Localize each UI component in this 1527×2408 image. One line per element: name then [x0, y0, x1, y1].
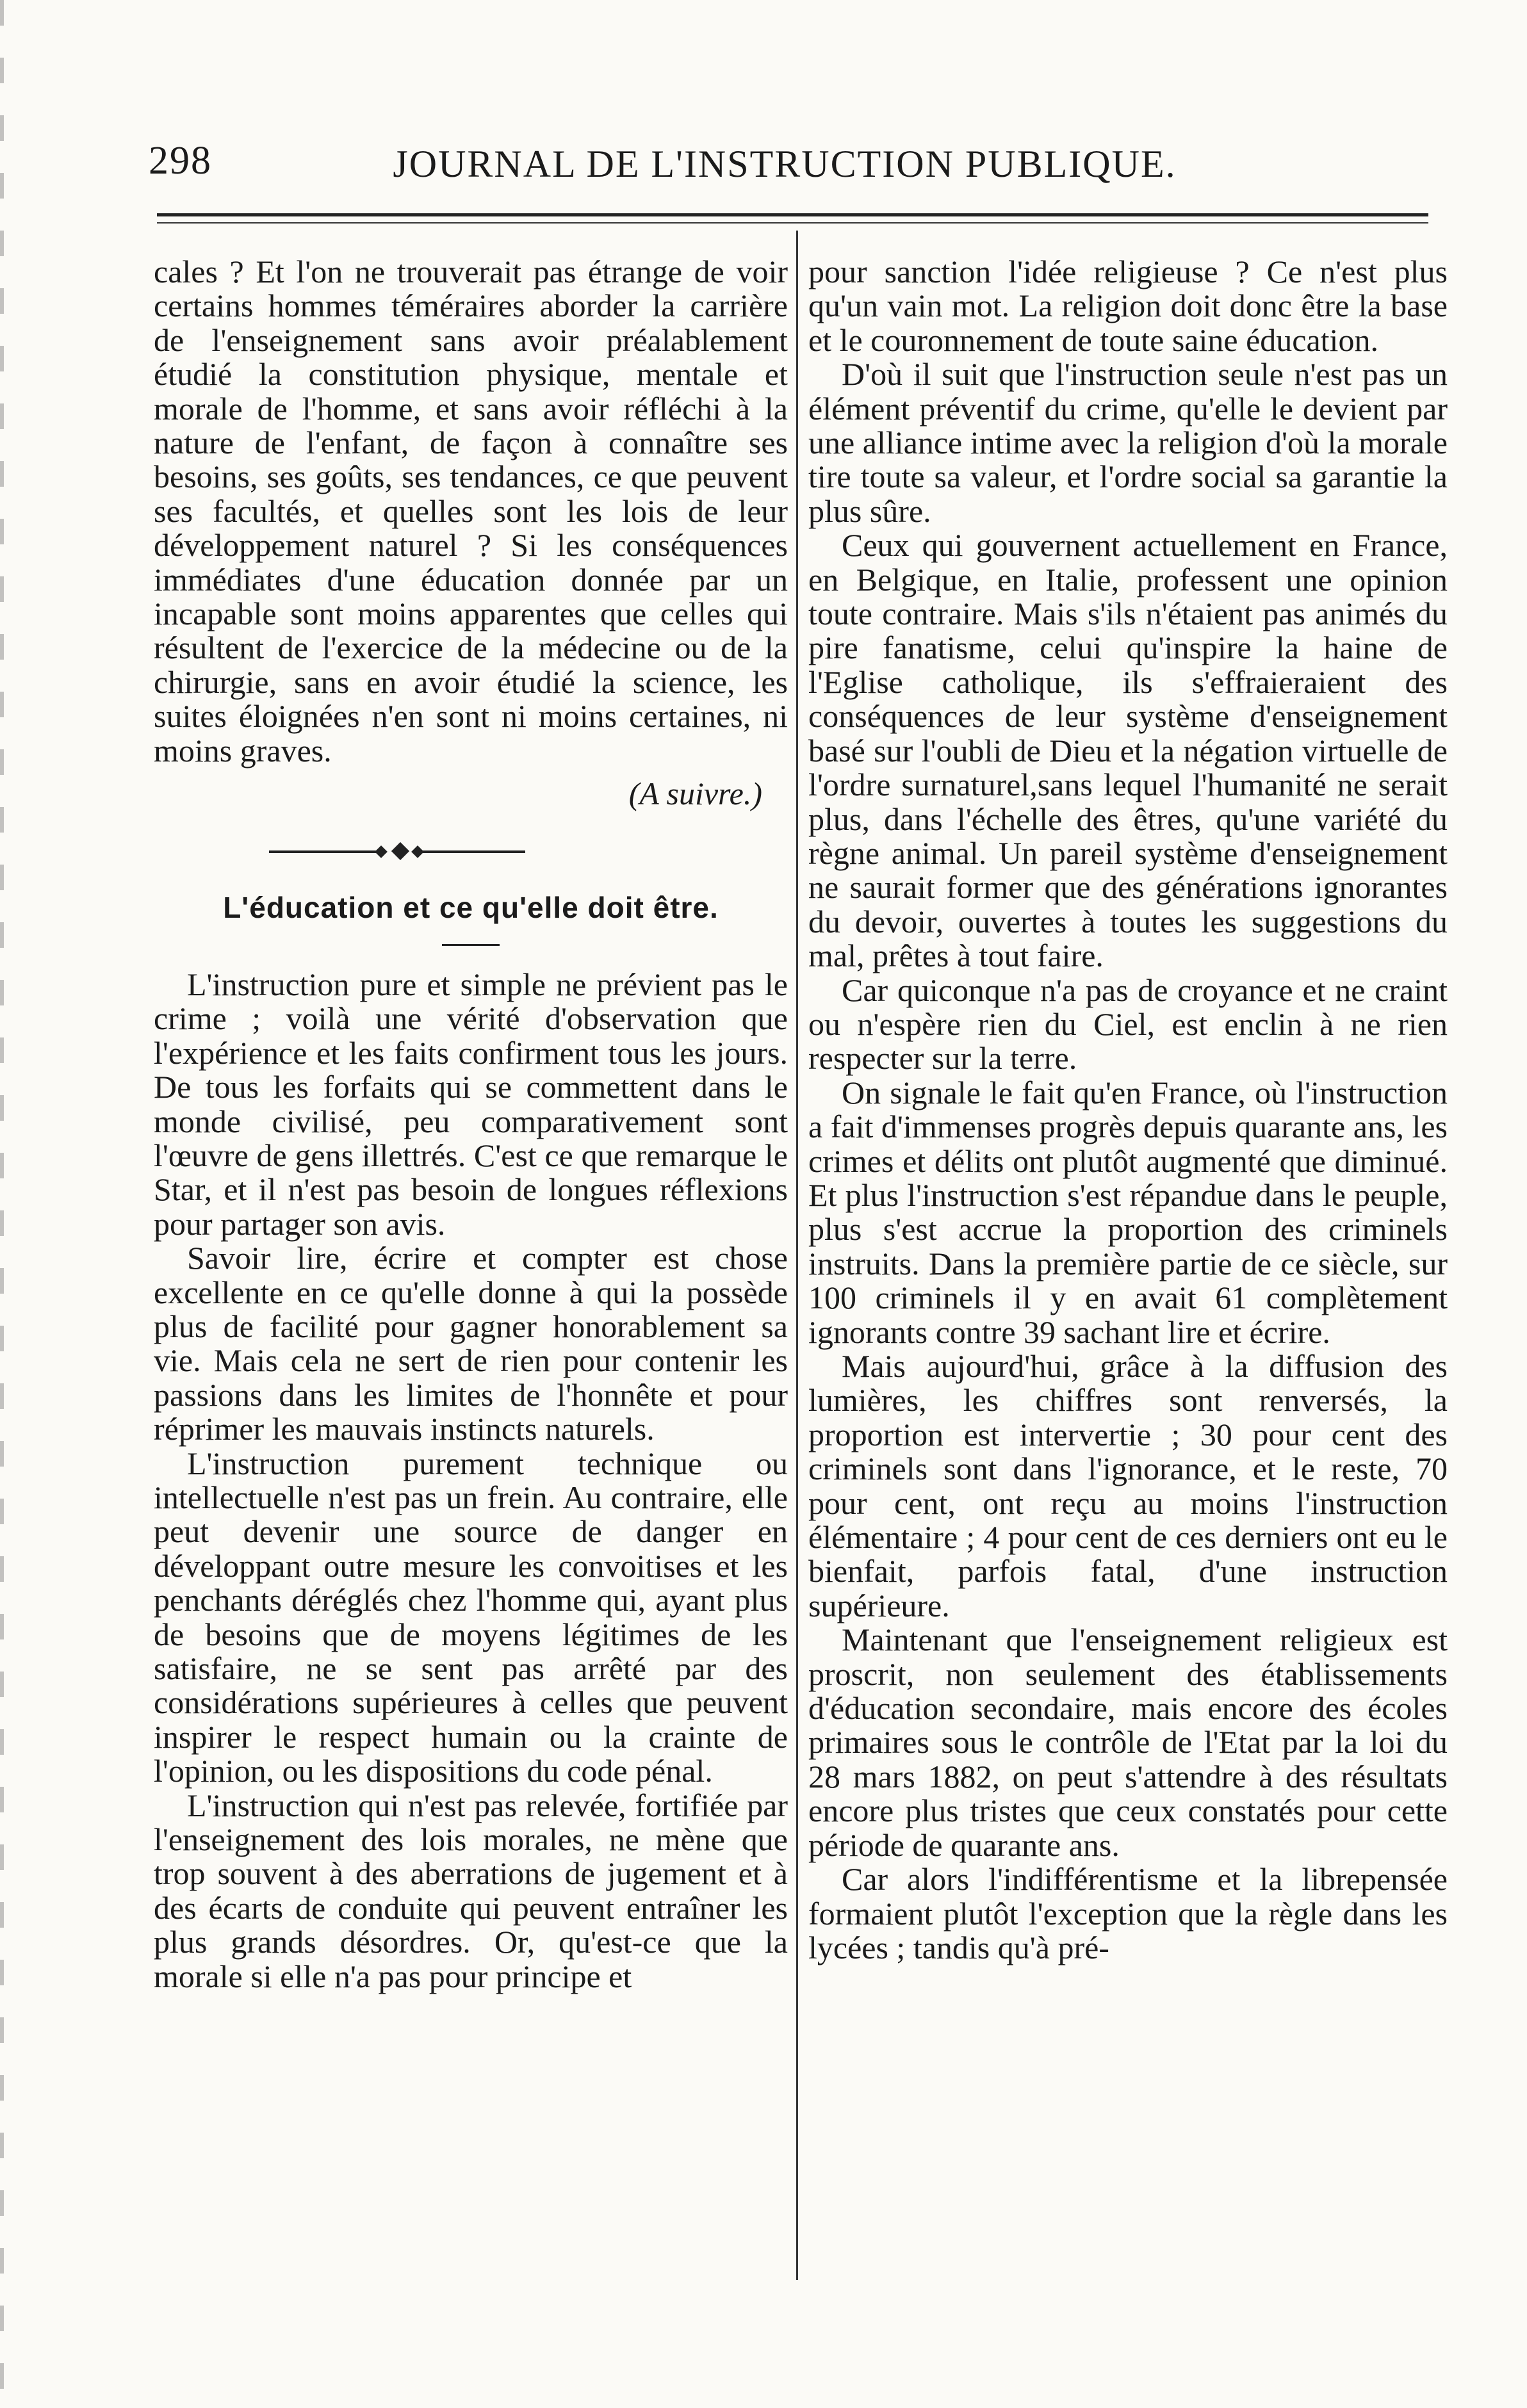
right-column [808, 255, 1448, 1965]
title-rule [442, 944, 500, 946]
a-suivre-note: (A suivre.) [628, 776, 762, 812]
header-rule-thick [157, 213, 1428, 216]
continued-paragraph: pour sanction l'idée religieuse ? Ce n'est plus qu'un vain mot. La religion doit donc être la base et le couronnement de toute saine éducation. [808, 254, 1448, 358]
section-title: L'éducation et ce qu'elle doit être. [223, 890, 719, 924]
left-column [154, 255, 788, 1994]
paragraph: Ceux qui gouvernent actuellement en France, en Belgique, en Italie, professent une opinion toute contraire. Mais s'ils n'étaient pas animés du pire fanatisme, celui qu'inspire la haine de l'Eglise catholique, ils s'effraieraient des conséquences de leur système d'enseignement basé sur l'oubli de Dieu et la négation virtuelle de l'ordre surnaturel,sans lequel l'humanité ne serait plus, dans l'échelle des êtres, qu'une variété du règne animal. Un pareil système d'enseignement ne saurait former que des générations ignorantes du devoir, ouvertes à toutes les suggestions du mal, prêtes à tout faire. [808, 527, 1448, 974]
paragraph: Savoir lire, écrire et compter est chose excellente en ce qu'elle donne à qui la possède plus de facilité pour gagner honorablement sa vie. Mais cela ne sert de rien pour contenir les passions dans les limites de l'honnête et pour réprimer les mauvais instincts naturels. [154, 1240, 788, 1447]
header-rule-thin [157, 222, 1428, 224]
paragraph: On signale le fait qu'en France, où l'instruction a fait d'immenses progrès depuis quarante ans, les crimes et délits ont plutôt augmenté que diminué. Et plus l'instruction s'est répandue dans le peuple, plus s'est accrue la proportion des criminels instruits. Dans la première partie de ce siècle, sur 100 criminels il y en avait 61 complètement ignorants contre 39 sachant lire et écrire. [808, 1074, 1448, 1350]
paragraph: L'instruction purement technique ou intellectuelle n'est pas un frein. Au contraire, elle peut devenir une source de danger en développant outre mesure les convoitises et les penchants déréglés chez l'homme qui, ayant plus de besoins que de moyens légitimes de les satisfaire, ne se sent pas arrêté par des considérations supérieures à celles que peuvent inspirer le respect humain ou la crainte de l'opinion, ou les dispositions du code pénal. [154, 1445, 788, 1789]
paragraph: D'où il suit que l'instruction seule n'est pas un élément préventif du crime, qu'elle le devient par une alliance intime avec la religion d'où la morale tire toute sa valeur, et l'ordre social sa garantie la plus sûre. [808, 356, 1448, 529]
running-title: JOURNAL DE L'INSTRUCTION PUBLIQUE. [393, 143, 1177, 185]
paragraph: Car quiconque n'a pas de croyance et ne craint ou n'espère rien du Ciel, est enclin à ne rien respecter sur la terre. [808, 972, 1448, 1077]
page-edge-marks [0, 0, 4, 2408]
page-number: 298 [149, 139, 212, 183]
paragraph: Mais aujourd'hui, grâce à la diffusion des lumières, les chiffres sont renversés, la proportion est intervertie ; 30 pour cent des criminels sont dans l'ignorance, et le reste, 70 pour cent, ont reçu au moins l'instruction élémentaire ; 4 pour cent de ces derniers ont eu le bienfait, parfois fatal, d'une instruction supérieure. [808, 1348, 1448, 1623]
section-ornament [269, 842, 525, 861]
column-divider [796, 231, 798, 2280]
paragraph: L'instruction pure et simple ne prévient pas le crime ; voilà une vérité d'observation que l'expérience et les faits confirment tous les jours. De tous les forfaits qui se commettent dans le monde civilisé, peu comparativement sont l'œuvre de gens illettrés. C'est ce que remarque le Star, et il n'est pas besoin de longues réflexions pour partager son avis. [154, 966, 788, 1242]
paragraph: Maintenant que l'enseignement religieux est proscrit, non seulement des établissements d'éducation secondaire, mais encore des écoles primaires sous le contrôle de l'Etat par la loi du 28 mars 1882, on peut s'attendre à des résultats encore plus tristes que ceux constatés pour cette période de quarante ans. [808, 1622, 1448, 1863]
paragraph: L'instruction qui n'est pas relevée, fortifiée par l'enseignement des lois morales, ne mène que trop souvent à des aberrations de jugement et à des écarts de conduite qui peuvent entraîner les plus grands désordres. Or, qu'est-ce que la morale si elle n'a pas pour principe et [154, 1787, 788, 1994]
paragraph: Car alors l'indifférentisme et la librepensée formaient plutôt l'exception que la règle dans les lycées ; tandis qu'à pré- [808, 1861, 1448, 1965]
continued-paragraph: cales ? Et l'on ne trouverait pas étrange de voir certains hommes téméraires aborder la carrière de l'enseignement sans avoir préalablement étudié la constitution physique, mentale et morale de l'homme, et sans avoir réfléchi à la nature de l'enfant, de façon à connaître ses besoins, ses goûts, ses tendances, ce que peuvent ses facultés, et quelles sont les lois de leur développement naturel ? Si les conséquences immédiates d'une éducation donnée par un incapable sont moins apparentes que celles qui résultent de l'exercice de la médecine ou de la chirurgie, sans en avoir étudié la science, les suites éloignées n'en sont ni moins certaines, ni moins graves. [154, 254, 788, 769]
